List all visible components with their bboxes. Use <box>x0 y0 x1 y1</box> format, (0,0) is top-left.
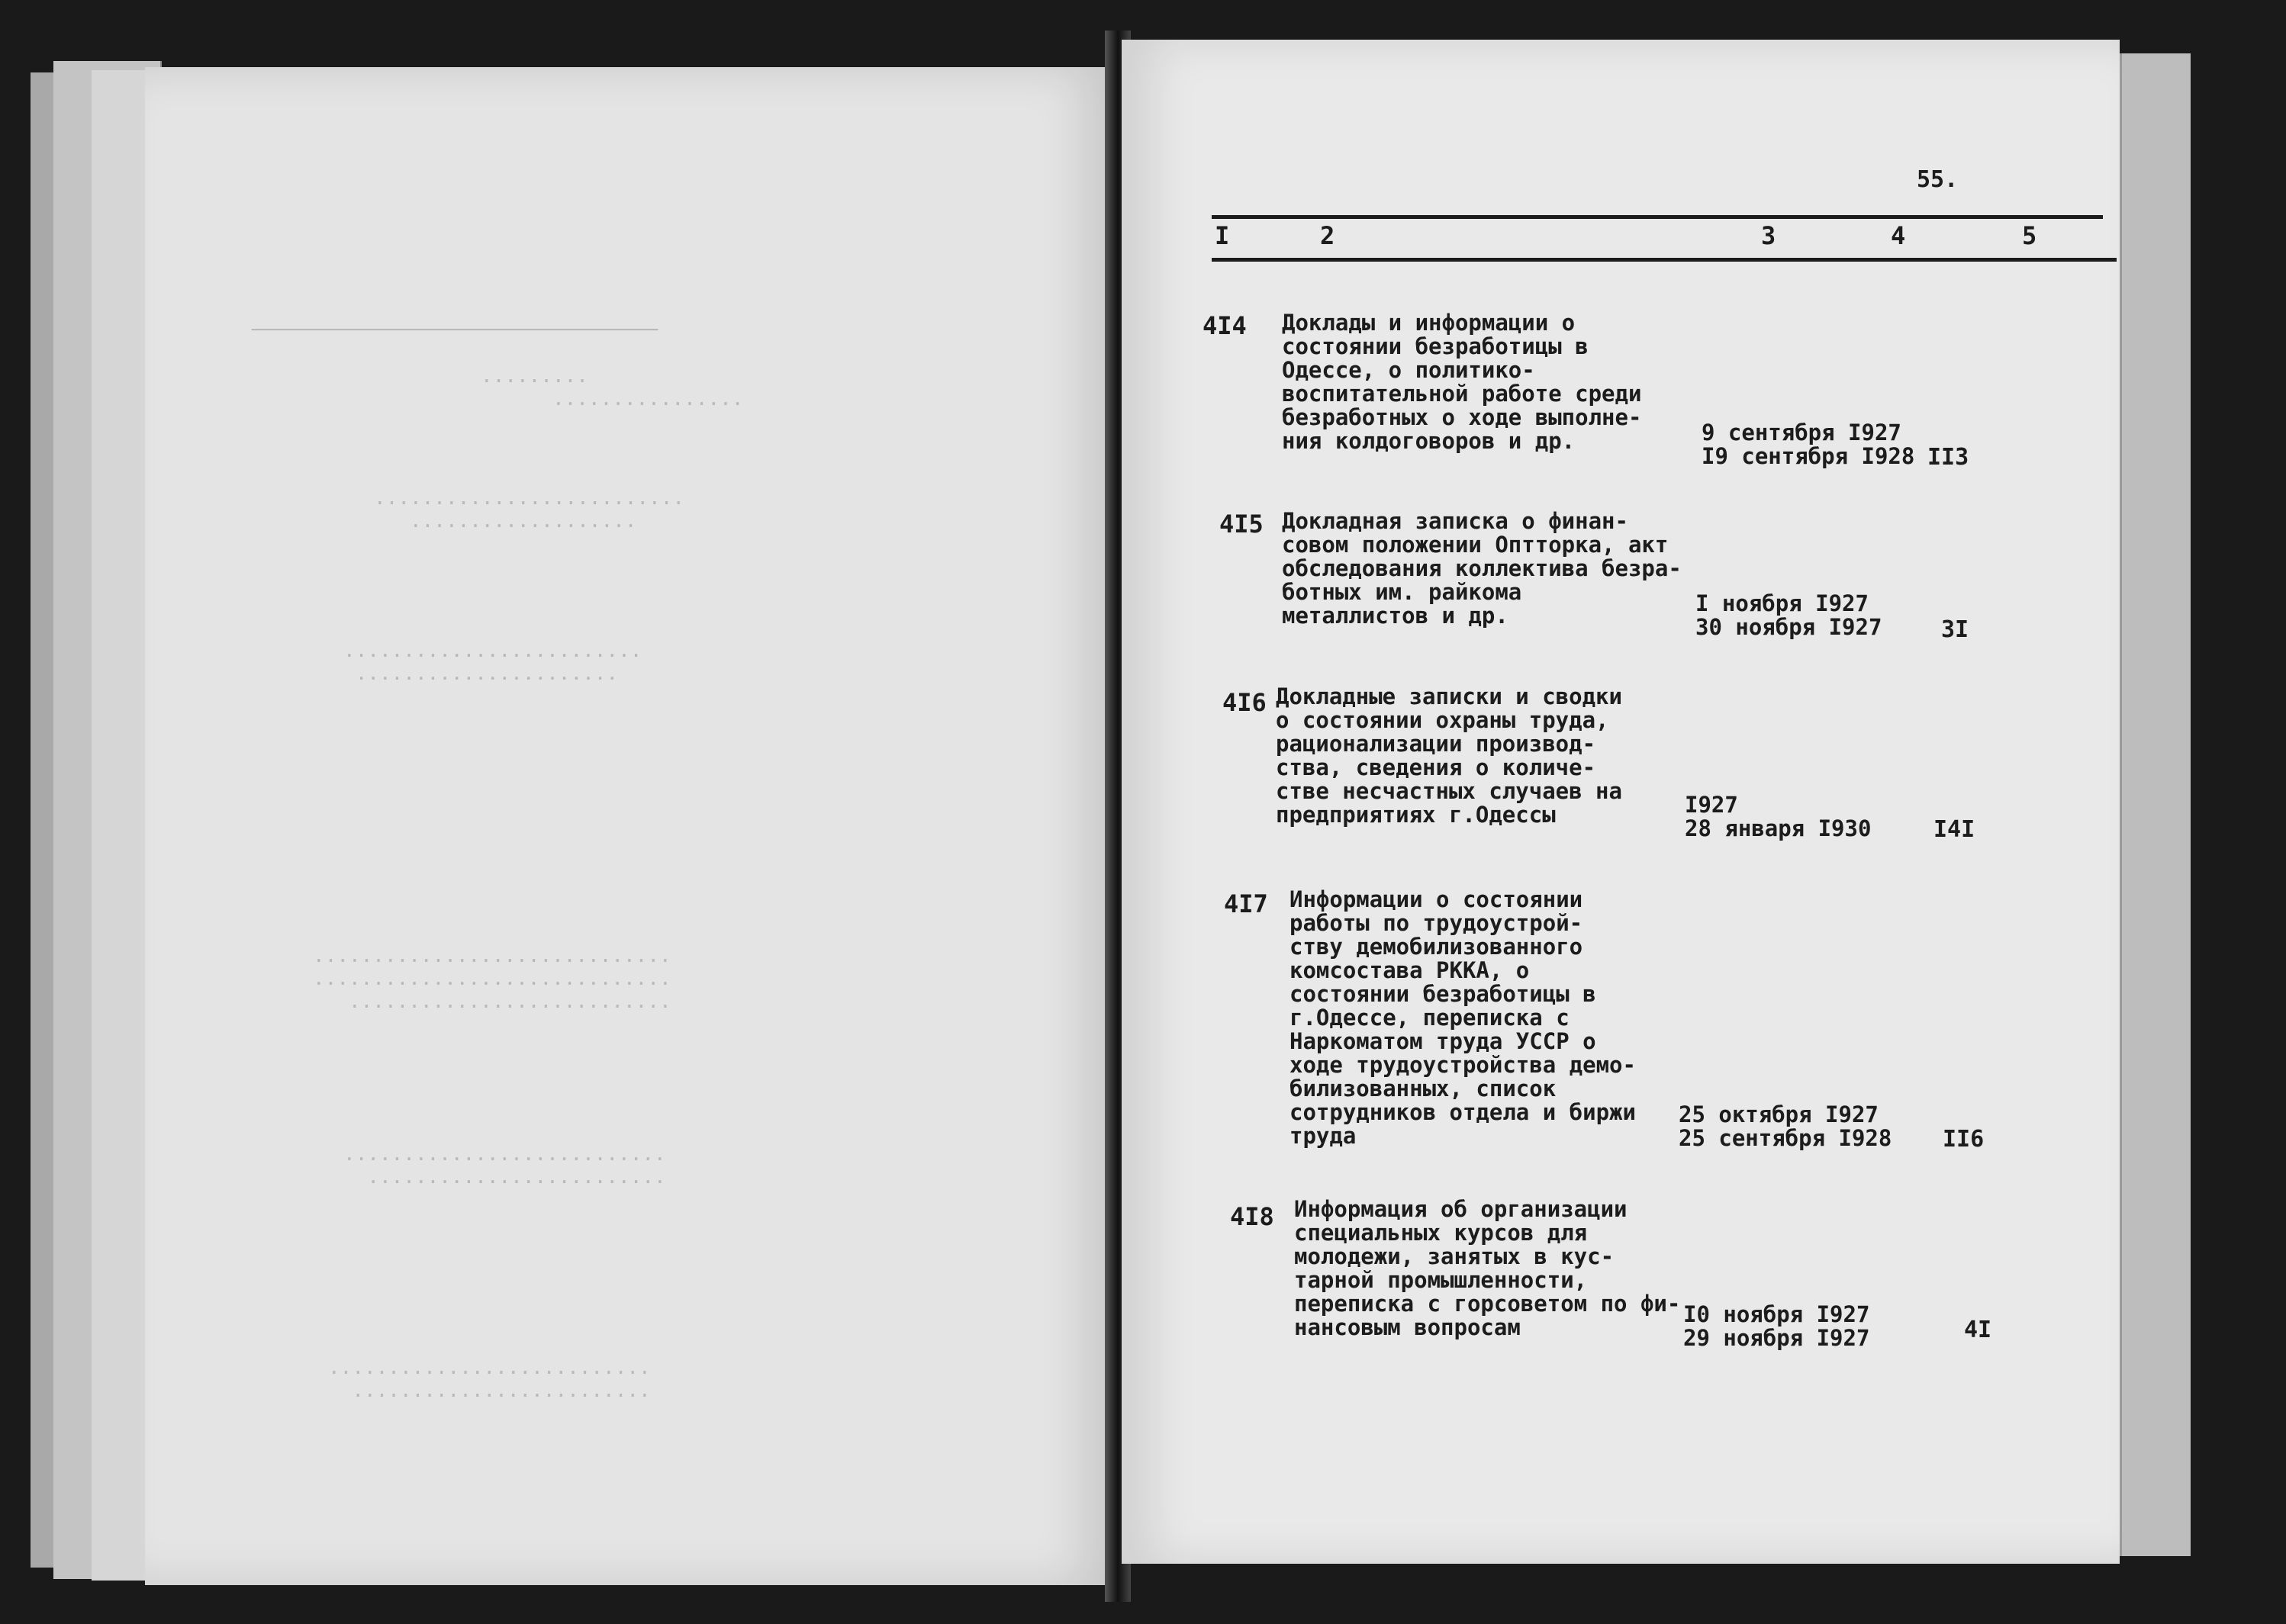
entry-number: 4I6 <box>1222 688 1267 717</box>
header-rule-bottom <box>1212 258 2117 262</box>
entry-description: Информации о состоянии работы по трудоустрой- ству демобилизованного комсостава РККА, о состоянии безработицы в г.Одессе, переписка с Наркоматом труда УССР о ходе трудоустройства демо- билизованных, список сотрудников отдела и биржи труда <box>1289 886 1636 1149</box>
right-page-stack-edge <box>2120 53 2191 1556</box>
entry-sheet-count: 3I <box>1941 616 1969 643</box>
left-page-blank: ────────────────────────────────── ......... ................ .......................... ................... ......................... ...................... .............................. .............................. ........................... ........................... ......................... ........................... ......................... <box>145 67 1114 1585</box>
entry-description: Докладные записки и сводки о состоянии охраны труда, рационализации производ- ства, сведения о количе- стве несчастных случаев на предприятиях г.Одессы <box>1276 683 1622 828</box>
entry-sheet-count: I4I <box>1933 816 1975 843</box>
entry-number: 4I5 <box>1219 510 1264 539</box>
page-number: 55. <box>1917 166 1959 193</box>
entry-description: Докладная записка о финан- совом положении Оптторка, акт обследования коллектива безра- ботных им. райкома металлистов и др. <box>1282 508 1682 629</box>
entry-dates: I927 28 января I930 <box>1685 792 1872 841</box>
column-header-2: 2 <box>1320 221 1335 250</box>
entry-sheet-count: II3 <box>1927 444 1969 471</box>
entry-sheet-count: II6 <box>1943 1126 1985 1153</box>
entry-dates: 9 сентября I927 I9 сентября I928 <box>1702 420 1915 469</box>
column-header-1: I <box>1215 221 1230 250</box>
header-rule-top <box>1212 215 2103 219</box>
entry-description: Информация об организации специальных курсов для молодежи, занятых в кус- тарной промышленности, переписка с горсоветом по фи- нансовым вопросам <box>1294 1196 1681 1340</box>
entry-number: 4I4 <box>1203 311 1247 340</box>
entry-dates: I0 ноября I927 29 ноября I927 <box>1683 1301 1870 1351</box>
column-header-5: 5 <box>2022 221 2037 250</box>
column-header-4: 4 <box>1891 221 1906 250</box>
entry-description: Доклады и информации о состоянии безработицы в Одессе, о политико- воспитательной работе среди безработных о ходе выполне- ния колдоговоров и др. <box>1282 310 1642 454</box>
entry-sheet-count: 4I <box>1964 1317 1992 1343</box>
entry-number: 4I8 <box>1230 1202 1274 1231</box>
entry-dates: 25 октября I927 25 сентября I928 <box>1679 1101 1892 1151</box>
entry-dates: I ноября I927 30 ноября I927 <box>1695 590 1882 640</box>
column-header-3: 3 <box>1761 221 1776 250</box>
entry-number: 4I7 <box>1224 889 1268 918</box>
